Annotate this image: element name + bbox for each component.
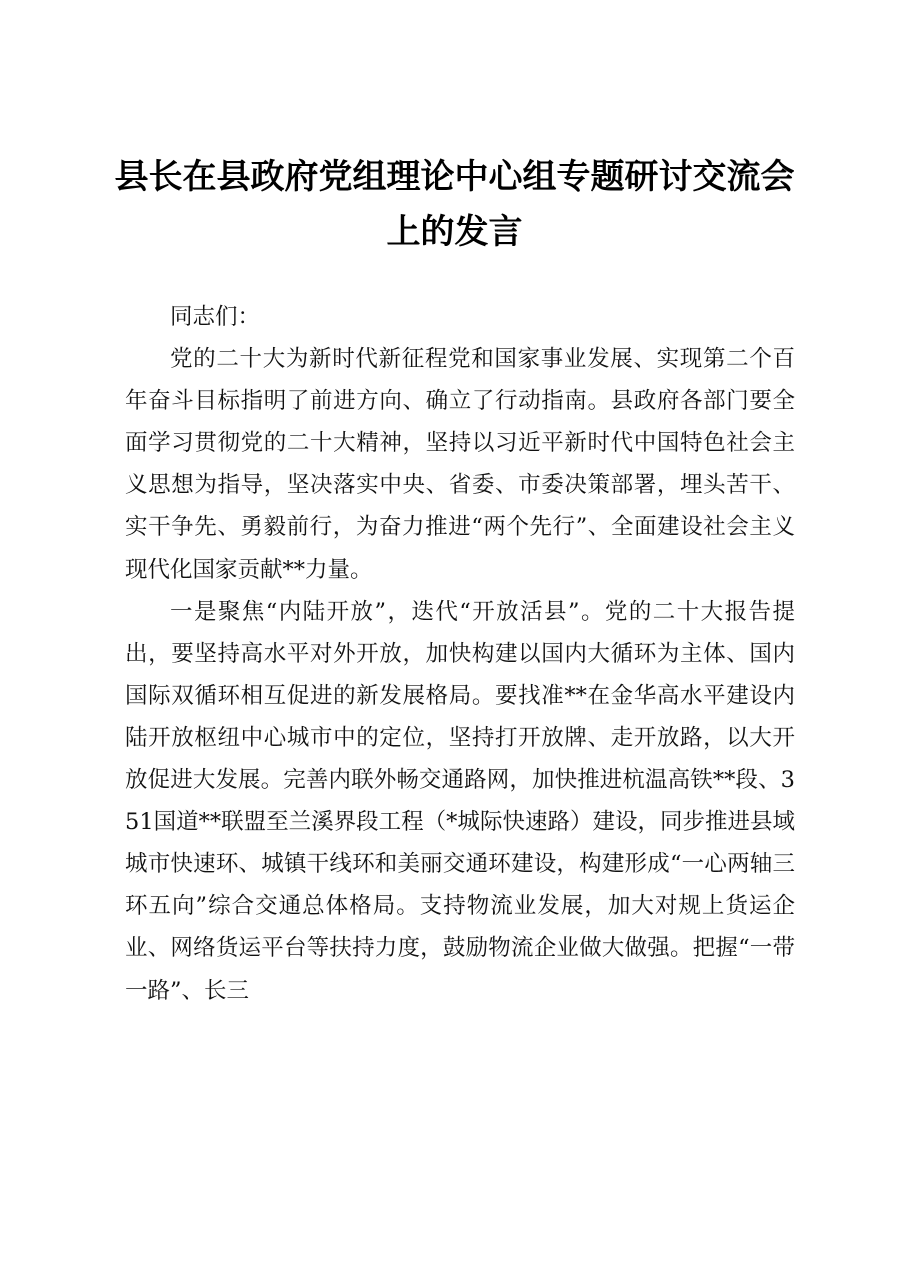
document-body <box>125 296 795 1012</box>
paragraph: 党的二十大为新时代新征程党和国家事业发展、实现第二个百年奋斗目标指明了前进方向、确立了行动指南。县政府各部门要全面学习贯彻党的二十大精神，坚持以习近平新时代中国特色社会主义思想为指导，坚决落实中央、省委、市委决策部署，埋头苦干、实干争先、勇毅前行，为奋力推进“两个先行”、全面建设社会主义现代化国家贡献**力量。 <box>125 346 795 583</box>
document-title: 县长在县政府党组理论中心组专题研讨交流会上的发言 <box>114 157 795 252</box>
salutation: 同志们： <box>170 304 261 330</box>
paragraph: 一是聚焦“内陆开放”，迭代“开放活县”。党的二十大报告提出，要坚持高水平对外开放，加快构建以国内大循环为主体、国内国际双循环相互促进的新发展格局。要找准**在金华高水平建设内陆开放枢纽中心城市中的定位，坚持打开放牌、走开放路，以大开放促进大发展。完善内联外畅交通路网，加快推进杭温高铁**段、351国道**联盟至兰溪界段工程（*城际快速路）建设，同步推进县域城市快速环、城镇干线环和美丽交通环建设，构建形成“一心两轴三环五向”综合交通总体格局。支持物流业发展，加大对规上货运企业、网络货运平台等扶持力度，鼓励物流企业做大做强。把握“一带一路”、长三 <box>125 598 795 1004</box>
